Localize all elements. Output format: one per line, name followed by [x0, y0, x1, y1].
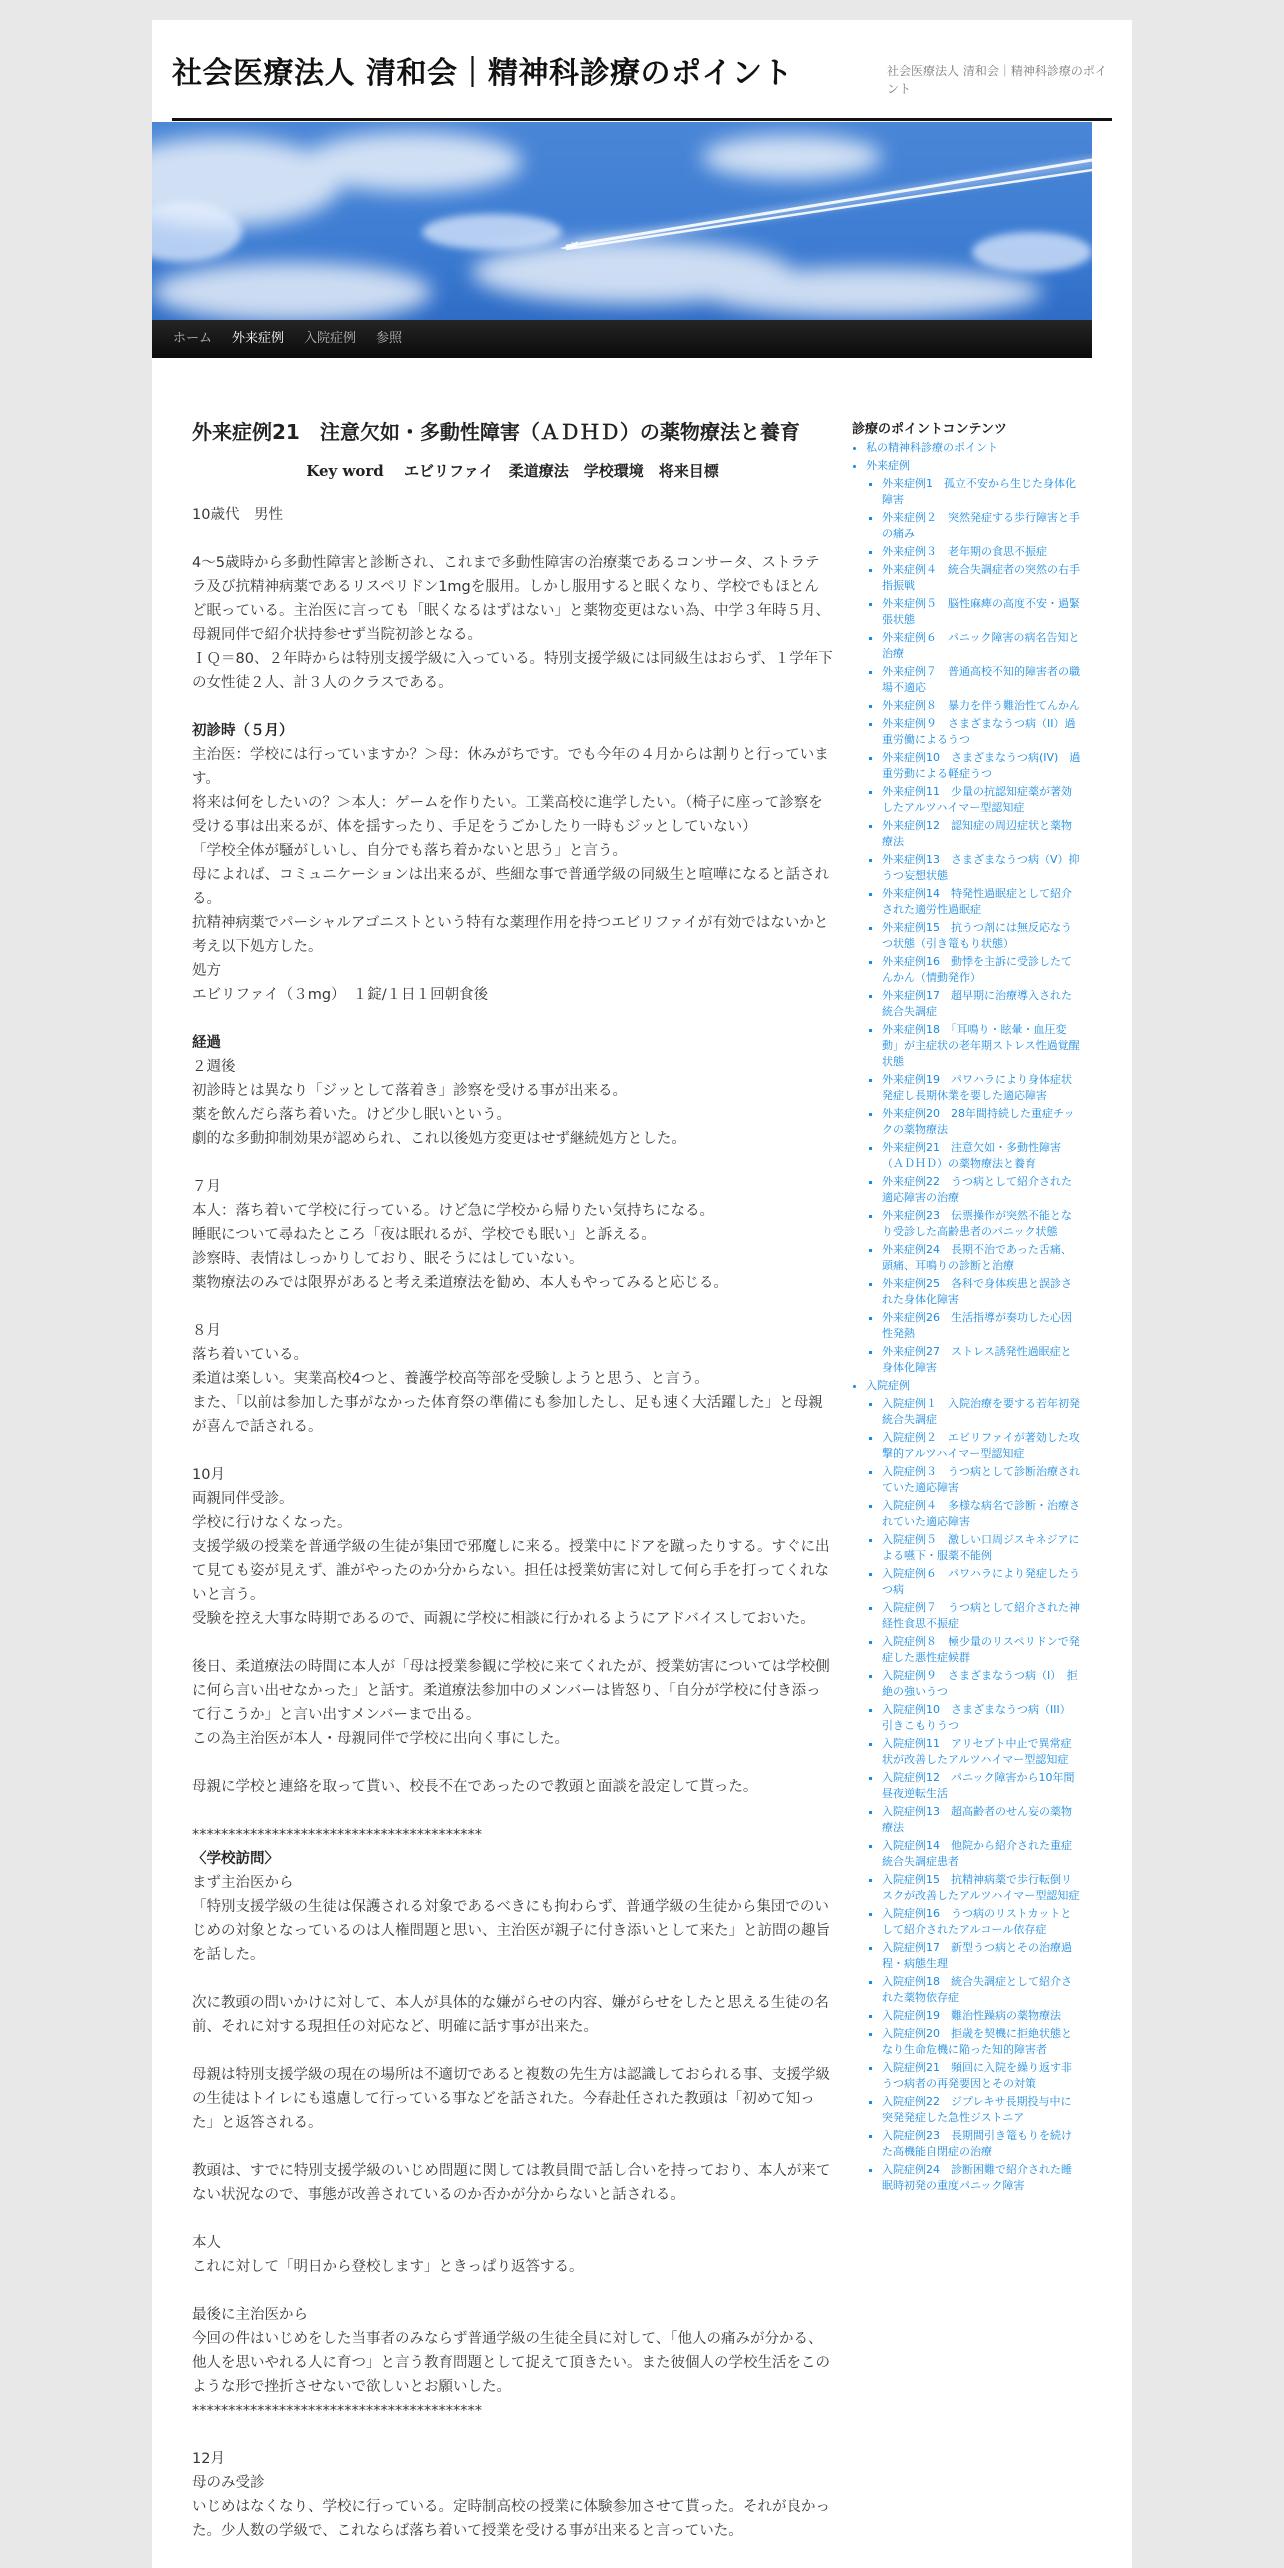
nav-item-inpatient[interactable]: 入院症例 [304, 331, 357, 346]
article-body [192, 503, 833, 2543]
sidebar-subitem [882, 784, 1082, 816]
article-paragraph: 抗精神病薬でパーシャルアゴニストという特有な薬理作用を持つエビリファイが有効ではないかと考え以下処方した。 [192, 915, 829, 955]
sidebar-subitem [882, 1532, 1082, 1564]
sidebar-subitem [882, 2128, 1082, 2160]
article-paragraph: 処方 [192, 963, 221, 979]
sidebar-case-link[interactable]: 入院症例23 長期間引き篭もりを続けた高機能自閉症の治療 [882, 2129, 1072, 2158]
sidebar-case-link[interactable]: 外来症例21 注意欠如・多動性障害（ＡＤＨＤ）の薬物療法と養育 [882, 1141, 1061, 1170]
article-paragraph: 後日、柔道療法の時間に本人が「母は授業参観に学校に来てくれたが、授業妨害については学校側に何ら言い出せなかった」と話す。柔道療法参加中のメンバーは皆怒り、「自分が学校に付き添って行こうか」と言い出すメンバーまで出る。 [192, 1659, 830, 1723]
article-paragraph: 初診時（５月） [192, 723, 294, 739]
header-divider [172, 118, 1112, 121]
sidebar-subitem [882, 1634, 1082, 1666]
sidebar-subitem [882, 698, 1082, 714]
sidebar-subitem [882, 818, 1082, 850]
sidebar-subitem [882, 1736, 1082, 1768]
nav-item-outpatient[interactable]: 外来症例 [232, 331, 285, 346]
article-paragraph: これに対して「明日から登校します」ときっぱり返答する。 [192, 2259, 584, 2275]
sidebar-case-link[interactable]: 外来症例19 パワハラにより身体症状発症し長期休業を要した適応障害 [882, 1073, 1072, 1102]
sidebar-subitem [882, 920, 1082, 952]
sidebar-subitem [882, 1276, 1082, 1308]
article-paragraph: 10歳代 男性 [192, 507, 283, 523]
sidebar-subitem [882, 988, 1082, 1020]
site-header [172, 20, 1112, 120]
header-image-sky[interactable] [152, 122, 1092, 320]
sidebar-subitem [882, 630, 1082, 662]
article-paragraph [192, 1295, 833, 1319]
article-title: 外来症例21 注意欠如・多動性障害（ＡＤＨＤ）の薬物療法と養育 [192, 420, 800, 444]
article-paragraph: 母親に学校と連絡を取って貰い、校長不在であったので教頭と面談を設定して貰った。 [192, 1779, 758, 1795]
sidebar-case-link[interactable]: 外来症例５ 脳性麻痺の高度不安・過緊張状態 [882, 597, 1080, 626]
article-paragraph [192, 1439, 833, 1463]
article-paragraph: 劇的な多動抑制効果が認められ、これ以後処方変更はせず継続処方とした。 [192, 1131, 686, 1147]
sidebar-subitem [882, 2094, 1082, 2126]
sidebar-case-link[interactable]: 入院症例15 抗精神病薬で歩行転倒リスクが改善したアルツハイマー型認知症 [882, 1873, 1080, 1902]
sidebar-case-link[interactable]: 入院症例14 他院から紹介された重症統合失調症患者 [882, 1839, 1072, 1868]
article-paragraph: 主治医：学校には行っていますか？＞母：休みがちです。でも今年の４月からは割りと行っています。 [192, 747, 829, 787]
article-paragraph: また、「以前は参加した事がなかった体育祭の準備にも参加したし、足も速く大活躍した」と母親が喜んで話される。 [192, 1395, 823, 1435]
sidebar-section [866, 440, 1082, 456]
sidebar-subitem [882, 716, 1082, 748]
sidebar-subitem [882, 1804, 1082, 1836]
sidebar-subitem [882, 1668, 1082, 1700]
sidebar-case-link[interactable]: 外来症例27 ストレス誘発性過眠症と身体化障害 [882, 1345, 1072, 1374]
article-paragraph: 薬を飲んだら落ち着いた。けど少し眠いという。 [192, 1107, 511, 1123]
article-paragraph: ＩＱ＝80、２年時からは特別支援学級に入っている。特別支援学級には同級生はおらず、１学年下の女性徒２人、計３人のクラスである。 [192, 651, 833, 691]
article-paragraph: 柔道は楽しい。実業高校4つと、養護学校高等部を受験しようと思う、と言う。 [192, 1371, 709, 1387]
sidebar-subitem [882, 852, 1082, 884]
sidebar-subitem [882, 476, 1082, 508]
sidebar-subitem [882, 510, 1082, 542]
sidebar-subitem [882, 1242, 1082, 1274]
sidebar-subitem [882, 1906, 1082, 1938]
article-paragraph [192, 2207, 833, 2231]
article-paragraph: 母のみ受診 [192, 2475, 265, 2491]
sidebar-subitem [882, 1770, 1082, 1802]
article-paragraph [192, 1751, 833, 1775]
article-paragraph [192, 1799, 833, 1823]
sidebar-case-link[interactable]: 入院症例20 拒歳を契機に拒絶状態となり生命危機に陥った知的障害者 [882, 2027, 1072, 2056]
sidebar-case-link[interactable]: 外来症例３ 老年期の食思不振症 [882, 545, 1047, 558]
sidebar-case-link[interactable]: 入院症例９ さまざまなうつ病（I） 拒絶の強いうつ [882, 1669, 1078, 1698]
article-paragraph: 次に教頭の問いかけに対して、本人が具体的な嫌がらせの内容、嫌がらせをしたと思える生徒の名前、それに対する現担任の対応など、明確に話す事が出来た。 [192, 1995, 829, 2035]
article-paragraph: ２週後 [192, 1059, 236, 1075]
sidebar-case-link[interactable]: 外来症例14 特発性過眠症として紹介された適労性過眠症 [882, 887, 1072, 916]
article-paragraph: 学校に行けなくなった。 [192, 1515, 352, 1531]
sidebar-case-link[interactable]: 外来症例16 動悸を主訴に受診したてんかん（情動発作） [882, 955, 1072, 984]
sidebar-case-link[interactable]: 外来症例13 さまざまなうつ病（V）抑うつ妄想状態 [882, 853, 1080, 882]
sidebar-link[interactable]: 私の精神科診療のポイント [866, 441, 998, 454]
article-paragraph: ７月 [192, 1179, 221, 1195]
article-paragraph [192, 1151, 833, 1175]
sidebar-case-link[interactable]: 外来症例25 各科で身体疾患と誤診された身体化障害 [882, 1277, 1072, 1306]
sidebar-subitem [882, 1464, 1082, 1496]
sidebar-subitem [882, 1174, 1082, 1206]
sidebar-subitem [882, 1140, 1082, 1172]
article-paragraph: 診察時、表情はしっかりしており、眠そうにはしていない。 [192, 1251, 584, 1267]
article-paragraph: ８月 [192, 1323, 221, 1339]
article-paragraph: **************************************** [192, 2403, 482, 2419]
article-paragraph: 本人：落ち着いて学校に行っている。けど急に学校から帰りたい気持ちになる。 [192, 1203, 714, 1219]
sidebar-subitem [882, 954, 1082, 986]
article-paragraph [192, 2039, 833, 2063]
sidebar-subitem [882, 1566, 1082, 1598]
article-paragraph: 支援学級の授業を普通学級の生徒が集団で邪魔しに来る。授業中にドアを蹴ったりする。すぐに出て見ても姿が見えず、誰がやったのか分からない。担任は授業妨害に対して何ら手を打ってくれないと言う。 [192, 1539, 830, 1603]
sidebar-subitem [882, 2162, 1082, 2194]
sidebar-section [866, 458, 1082, 1376]
sidebar-submenu [866, 1396, 1082, 2194]
article-paragraph: 本人 [192, 2235, 221, 2251]
sidebar-case-link[interactable]: 外来症例17 超早期に治療導入された統合失調症 [882, 989, 1072, 1018]
sidebar-case-link[interactable]: 入院症例21 頻回に入院を繰り返す非うつ病者の再発要因とその対策 [882, 2061, 1072, 2090]
article-paragraph: いじめはなくなり、学校に行っている。定時制高校の授業に体験参加させて貰った。それが良かった。少人数の学級で、これならば落ち着いて授業を受ける事が出来ると言っていた。 [192, 2499, 830, 2539]
article-paragraph: 「特別支援学級の生徒は保護される対象であるべきにも拘わらず、普通学級の生徒から集団でのいじめの対象となっているのは人権問題と思い、主治医が親子に付き添いとして来た」と訪問の趣旨を話した。 [192, 1899, 830, 1963]
sidebar-subitem [882, 2008, 1082, 2024]
sidebar-case-link[interactable]: 外来症例1 孤立不安から生じた身体化障害 [882, 477, 1076, 506]
sidebar-case-link[interactable]: 外来症例12 認知症の周辺症状と薬物療法 [882, 819, 1072, 848]
sidebar-case-link[interactable]: 外来症例６ パニック障害の病名告知と治療 [882, 631, 1080, 660]
sidebar-heading: 診療のポイントコンテンツ [852, 422, 1007, 437]
article-paragraph: まず主治医から [192, 1875, 294, 1891]
article-paragraph: 〈学校訪問〉 [192, 1851, 279, 1867]
site-title[interactable]: 社会医療法人 清和会｜精神科診療のポイント [172, 56, 793, 91]
sidebar-case-link[interactable]: 外来症例９ さまざまなうつ病（II）過重労働によるうつ [882, 717, 1076, 746]
sidebar-case-link[interactable]: 外来症例８ 暴力を伴う難治性てんかん [882, 699, 1080, 712]
sidebar-case-link[interactable]: 入院症例11 アリセプト中止で異常症状が改善したアルツハイマー型認知症 [882, 1737, 1072, 1766]
article-paragraph: 両親同伴受診。 [192, 1491, 294, 1507]
sidebar-subitem [882, 596, 1082, 628]
article-paragraph: 受験を控え大事な時期であるので、両親に学校に相談に行かれるようにアドバイスしておいた。 [192, 1611, 815, 1627]
sidebar-subitem [882, 1022, 1082, 1070]
sidebar-case-link[interactable]: 入院症例17 新型うつ病とその治療過程・病態生理 [882, 1941, 1072, 1970]
sidebar-case-link[interactable]: 入院症例３ うつ病として診断治療されていた適応障害 [882, 1465, 1080, 1494]
sidebar [852, 396, 1082, 2196]
sidebar-subitem [882, 1208, 1082, 1240]
sidebar-case-link[interactable]: 外来症例26 生活指導が奏功した心因性発熱 [882, 1311, 1072, 1340]
sidebar-subitem [882, 750, 1082, 782]
sidebar-subitem [882, 1396, 1082, 1428]
sidebar-case-link[interactable]: 入院症例２ エビリファイが著効した攻撃的アルツハイマー型認知症 [882, 1431, 1080, 1460]
article-paragraph [192, 2279, 833, 2303]
sidebar-subitem [882, 664, 1082, 696]
sidebar-submenu [866, 476, 1082, 1376]
sidebar-subitem [882, 1940, 1082, 1972]
article-paragraph: 4～5歳時から多動性障害と診断され、これまで多動性障害の治療薬であるコンサータ、ストラテラ及び抗精神病薬であるリスペリドン1mgを服用。しかし服用すると眠くなり、学校でもほとんど眠っている。主治医に言っても「眠くなるはずはない」と薬物変更はない為、中学３年時５月、母親同伴で紹介状持参せず当院初診となる。 [192, 555, 830, 643]
sidebar-case-link[interactable]: 入院症例７ うつ病として紹介された神経性食思不振症 [882, 1601, 1080, 1630]
sidebar-subitem [882, 1430, 1082, 1462]
article-paragraph [192, 2135, 833, 2159]
sidebar-case-link[interactable]: 入院症例８ 極少量のリスペリドンで発症した悪性症候群 [882, 1635, 1080, 1664]
article-paragraph [192, 695, 833, 719]
article-paragraph: この為主治医が本人・母親同伴で学校に出向く事にした。 [192, 1731, 569, 1747]
nav-item-home[interactable]: ホーム [173, 331, 213, 346]
article-paragraph: **************************************** [192, 1827, 482, 1843]
article-paragraph [192, 1967, 833, 1991]
sidebar-section [866, 1378, 1082, 2194]
nav-item-references[interactable]: 参照 [376, 331, 403, 346]
sidebar-case-link[interactable]: 入院症例10 さまざまなうつ病（III） 引きこもりうつ [882, 1703, 1077, 1732]
sidebar-subitem [882, 1344, 1082, 1376]
main-content [192, 400, 833, 2543]
sidebar-case-link[interactable]: 入院症例12 パニック障害から10年間昼夜逆転生活 [882, 1771, 1075, 1800]
sidebar-link[interactable]: 外来症例 [866, 459, 910, 472]
sidebar-subitem [882, 1872, 1082, 1904]
sidebar-case-link[interactable]: 外来症例10 さまざまなうつ病(IV) 過重労動による軽症うつ [882, 751, 1081, 780]
sidebar-case-link[interactable]: 入院症例19 難治性躁病の薬物療法 [882, 2009, 1061, 2022]
sidebar-subitem [882, 544, 1082, 560]
article-paragraph: エビリファイ（３mg） １錠/１日１回朝食後 [192, 987, 489, 1003]
article-paragraph: 経過 [192, 1035, 221, 1051]
article-paragraph: 初診時とは異なり「ジッとして落着き」診察を受ける事が出来る。 [192, 1083, 627, 1099]
sidebar-case-link[interactable]: 入院症例４ 多様な病名で診断・治療されていた適応障害 [882, 1499, 1080, 1528]
sidebar-case-link[interactable]: 入院症例１ 入院治療を要する若年初発統合失調症 [882, 1397, 1080, 1426]
article-paragraph: 睡眠について尋ねたところ「夜は眠れるが、学校でも眠い」と訴える。 [192, 1227, 656, 1243]
sidebar-subitem [882, 1072, 1082, 1104]
site-description: 社会医療法人 清和会｜精神科診療のポイント [887, 64, 1107, 96]
sidebar-case-link[interactable]: 入院症例16 うつ病のリストカットとして紹介されたアルコール依存症 [882, 1907, 1072, 1936]
sidebar-case-link[interactable]: 外来症例18 「耳鳴り・眩暈・血圧変動」が主症状の老年期ストレス性過覚醒状態 [882, 1023, 1080, 1068]
sidebar-case-link[interactable]: 入院症例24 診断困難で紹介された睡眠時初発の重度パニック障害 [882, 2163, 1072, 2192]
sidebar-case-link[interactable]: 外来症例７ 普通高校不知的障害者の職場不適応 [882, 665, 1080, 694]
article-paragraph: 薬物療法のみでは限界があると考え柔道療法を勧め、本人もやってみると応じる。 [192, 1275, 728, 1291]
sidebar-subitem [882, 1702, 1082, 1734]
page [152, 20, 1132, 2568]
article-paragraph: 今回の件はいじめをした当事者のみならず普通学級の生徒全員に対して、「他人の痛みが分かる、他人を思いやれる人に育つ」と言う教育問題として捉えて頂きたい。また彼個人の学校生活をこのような形で挫折させないで欲しいとお願いした。 [192, 2331, 830, 2395]
article-paragraph: 落ち着いている。 [192, 1347, 308, 1363]
sidebar-subitem [882, 1498, 1082, 1530]
sidebar-subitem [882, 886, 1082, 918]
sidebar-subitem [882, 562, 1082, 594]
sidebar-case-link[interactable]: 外来症例２ 突然発症する歩行障害と手の痛み [882, 511, 1080, 540]
sidebar-case-link[interactable]: 入院症例18 統合失調症として紹介された薬物依存症 [882, 1975, 1072, 2004]
sidebar-subitem [882, 1838, 1082, 1870]
article-paragraph: 教頭は、すでに特別支援学級のいじめ問題に関しては教員間で話し合いを持っており、本人が来てない状況なので、事態が改善されているのか否かが分からないと話される。 [192, 2163, 831, 2203]
article-paragraph [192, 2423, 833, 2447]
article-paragraph [192, 1007, 833, 1031]
sidebar-case-link[interactable]: 入院症例６ パワハラにより発症したうつ病 [882, 1567, 1080, 1596]
article-paragraph: 将来は何をしたいの？＞本人：ゲームを作りたい。工業高校に進学したい。（椅子に座って診察を受ける事は出来るが、体を揺すったり、手足をうごかしたり一時もジッとしていない） [192, 795, 823, 835]
sidebar-subitem [882, 2026, 1082, 2058]
sidebar-case-link[interactable]: 外来症例23 伝票操作が突然不能となり受診した高齢患者のパニック状態 [882, 1209, 1072, 1238]
sidebar-subitem [882, 2060, 1082, 2092]
sidebar-subitem [882, 1974, 1082, 2006]
sidebar-link[interactable]: 入院症例 [866, 1379, 910, 1392]
sidebar-subitem [882, 1106, 1082, 1138]
article-paragraph [192, 527, 833, 551]
article-paragraph: 10月 [192, 1467, 225, 1483]
sidebar-case-link[interactable]: 入院症例13 超高齢者のせん妄の薬物療法 [882, 1805, 1072, 1834]
article-paragraph: 母親は特別支援学級の現在の場所は不適切であると複数の先生方は認識しておられる事、支援学級の生徒はトイレにも遠慮して行っている事などを話された。今春赴任された教頭は「初めて知った」と返答される。 [192, 2067, 830, 2131]
article-paragraph: 母によれば、コミュニケーションは出来るが、些細な事で普通学級の同級生と喧嘩になると話される。 [192, 867, 830, 907]
sidebar-case-link[interactable]: 外来症例15 抗うつ剤には無反応なうつ状態（引き篭もり状態） [882, 921, 1072, 950]
article-paragraph: 「学校全体が騒がしいし、自分でも落ち着かないと思う」と言う。 [192, 843, 627, 859]
article-paragraph: 12月 [192, 2451, 225, 2467]
sidebar-case-link[interactable]: 外来症例４ 統合失調症者の突然の右手指振戦 [882, 563, 1080, 592]
sidebar-subitem [882, 1600, 1082, 1632]
sidebar-case-link[interactable]: 入院症例５ 激しい口周ジスキネジアによる嚥下・服薬不能例 [882, 1533, 1080, 1562]
main-navigation [152, 320, 1092, 358]
sidebar-case-link[interactable]: 外来症例24 長期不治であった舌痛、頭痛、耳鳴りの診断と治療 [882, 1243, 1072, 1272]
article-paragraph [192, 1631, 833, 1655]
article-paragraph: 最後に主治医から [192, 2307, 308, 2323]
sidebar-menu [852, 440, 1082, 2194]
sidebar-case-link[interactable]: 入院症例22 ジプレキサ長期投与中に突発発症した急性ジストニア [882, 2095, 1072, 2124]
sidebar-case-link[interactable]: 外来症例20 28年間持続した重症チックの薬物療法 [882, 1107, 1075, 1136]
sidebar-case-link[interactable]: 外来症例22 うつ病として紹介された適応障害の治療 [882, 1175, 1072, 1204]
sidebar-case-link[interactable]: 外来症例11 少量の抗認知症薬が著効したアルツハイマー型認知症 [882, 785, 1072, 814]
article-keywords: Key word エビリファイ 柔道療法 学校環境 将来目標 [306, 462, 719, 480]
sidebar-subitem [882, 1310, 1082, 1342]
